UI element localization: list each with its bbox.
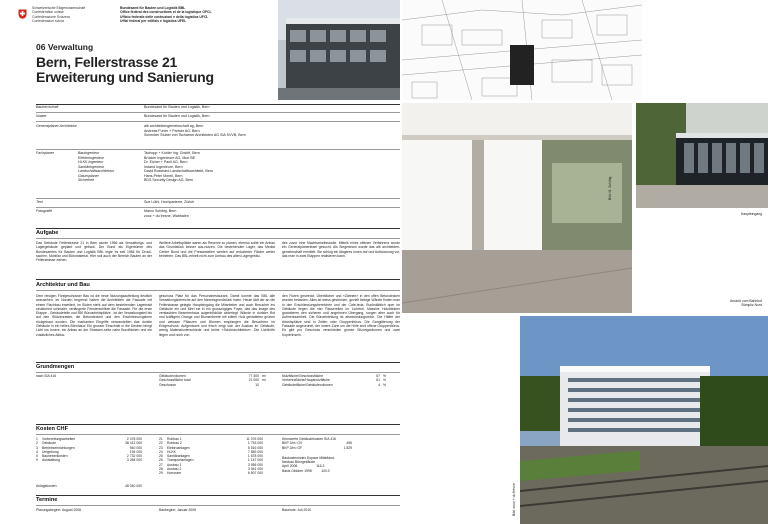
photo-station-view (520, 316, 768, 524)
credit-name: alb architektengemeinschaft ag, Bern Andreas Furrer + Partner AG, Bern Schenker Stuber von Tscharner Architekten AG SIA SVVB, Bern (144, 124, 246, 137)
photo-credit: Bild: M. Schibig (608, 176, 612, 200)
kosten-row: 26 Transportanlagen 1 147 000 (159, 458, 263, 463)
kosten-row: 24 HLKK 7 859 000 (159, 449, 263, 454)
office-names (120, 6, 270, 23)
architektur-col-3: den Fluren gestreckt, Übertlächer und «Zähnen» in den offen Betondecken wurden belassen. Alles ist weiss gestrichen, gezielt farbige Wände finden man in den Erschliessungsbereichen und der Cafe-teria. Buchstäblich quer im Gebäude liegen die vier Passerellen im Lichthof. Massive Holzbänken garantieren den sicheren und angehmen Übergang, sorgen aber auch für Aufmerksamkeit. Die Büroeinteilung ist abwechslungsreich. Die Hälfte der Arbeitsplätze sind in Zellen oder Gruppenbüros. Die Ganglitterung der Fassade angeordnet, der innere Zone um die Höfe sind offene Gruppenbüros. Es gibt pro Geschoss verschieden grosse Sitzungsräumen und zwei Kopierinseln. (282, 294, 400, 337)
kosten-row: 2 Gebäude 38 412 000 (36, 441, 142, 446)
section-heading-kosten: Kosten CHF (36, 426, 69, 432)
credit-row-generalplaner (36, 124, 400, 148)
kosten-row: 27 Ausbau 1 3 955 000 (159, 462, 263, 467)
kosten-total-value: 48 040 000 (125, 484, 142, 488)
kosten-row: 1 Vorbereitungsarbeiten 2 478 000 (36, 437, 142, 441)
architektur-col-2: geschoss Platz für das Personalrestaurant. Damit konnte das BBL alle Verwaltungsbereiche auf den Meeresgrundstück holen. Heute lädt der an die Fellerstrasse gelegte Haupteingang die Mitarbeiter und auch Besucher ins Gebäude ein und führt sie in ein grosszügiges Foyer, das das Image des verstaubten Beamtenbaus augenblicklich widerlegt: Wände in dunkler Rot und kräftigem Orange und Blumenbeete mit edlem Holz gestalteten grünen und weissen Pflanzen und Blumen empfangen die Besuchern im Erdgeschoss. Aufgenäumt und frisch zeigt sich der Ausbau im Gebäude, wenig Materialunterschiede und keine «Schönarchitektur». Die Lichthöfe liegen und noch von (159, 294, 275, 337)
credit-name: Sue Lüthi, Hochparterre, Zürich (144, 200, 195, 204)
kosten-gebaeude (159, 437, 275, 476)
grundmengen-basis: nach SIA 416 (36, 374, 57, 378)
credit-role: Nutzer (36, 114, 47, 118)
grundmengen-ratio: Gebäudefläche/Gebäudevolumen 4 % (282, 382, 387, 387)
credit-name: Marco Schibig, Bern zooz + du fresne, Wabbalen (144, 209, 189, 218)
section-heading-grundmengen: Grundmengen (36, 364, 75, 370)
kosten-total-label: Anlagekosten (36, 484, 57, 488)
credit-role: Fachplaner (36, 151, 54, 155)
kosten-row: 29 Honorare 6 507 000 (159, 471, 263, 476)
confederation-it: Confederazione Svizzera (32, 14, 70, 19)
grundmengen-ratios (282, 374, 400, 387)
photo-interior-atrium (402, 103, 632, 313)
credit-role: Fotografie (36, 209, 53, 213)
section-heading-architektur: Architektur und Bau (36, 282, 90, 288)
credit-row-fachplaner (36, 151, 400, 195)
grundmengen-ratio: Verkehrsfläche/Hauptnutzfläche 61 % (282, 378, 387, 383)
kosten-row: 5 Baunebenkosten 2 732 000 (36, 454, 142, 459)
kosten-bkp (36, 437, 152, 463)
kosten-kennwerte (282, 437, 400, 473)
credit-role: Text (36, 200, 43, 204)
credit-name: Tschopp + Kohler Ing. GmbH, Bern Brücker Ingenieure AG, Muri BE Dr. Eicher + Pauli AG, Bern Indand Ingenieure, Bern David Bosshard Landschaftsarchitekt, Bern Hans-Peter Moreli, Bern BDS Security Design AG, Bern (144, 151, 213, 182)
office-de: Bundesamt für Bauten und Logistik BBL (120, 6, 186, 10)
index-line: Neubau Bürogebäude (282, 460, 316, 465)
photo-main-entrance (636, 103, 768, 208)
title-line-2: Erweiterung und Sanierung (36, 69, 214, 85)
kosten-total (36, 484, 152, 488)
grundmengen-items (159, 374, 277, 387)
title-line-1: Bern, Fellerstrasse 21 (36, 54, 178, 70)
index-line: Baukostenindex Espace Mittelland, (282, 455, 335, 460)
kosten-row: 22 Rohbau 2 1 753 000 (159, 441, 263, 446)
kosten-row: 25 Sanitäranlagen 1 678 000 (159, 454, 263, 459)
kosten-row: 23 Elektroanlagen 5 516 000 (159, 445, 263, 450)
grundmengen-item: Gebäudevolumen 77 400 m³ (159, 374, 266, 378)
office-rm: Uffizi federal per edifizis e logistica UFEL (120, 18, 187, 23)
kennwerte-title: Kennwerte Gebäudekosten SIA 416 (282, 437, 336, 441)
aufgabe-col-1: Das Gebäude Fellerstrasse 21 in Bern wurde 1966 als Verwaltungs- und Lagergebäude geplant und gebaut. Der Bund als Eigentümer des Bundesamtes für Bauten und Logistik BBL legte es seit 1984 für Druck-sachen, Mobiliar und Büromaterial. Hier soll auch der Bereich Bauten an der Fellerstrasse ziehen. (36, 241, 152, 263)
grundmengen-ratio: Nutzfläche/Geschossfläche 57 % (282, 374, 387, 378)
termin-bauende: Bauende: Juli 2010 (282, 508, 312, 512)
index-line: Basis Oktober 1998 100.0 (282, 468, 330, 473)
aufgabe-col-3: des zuvor eine Machbarkeitsstudie. Mittels eines offenen Verfahrens wurde ein Generalplanerteam gesucht. Als Siegerteam wurde das alb architekten-gemeinschaft ermittelt. Sie schlug ein längeres Innen-hof und Aufstockung vor, das man in zwei Etappen realisieren kann. (282, 241, 400, 258)
grundmengen-item: Geschosse 10 (159, 382, 259, 387)
architektur-col-1: Dem riesigen Fünfgeschosser Bau ist die neue Nutzungsaufteilung deutlich anzusehen. Im Norden begrenzt haben die Architekten die Fassade mit einem Flachbau erweitert, im Süden steht auf dem bestehenden Lagertrakt strukturiert schmaler, verlängerte Fensterschlitze die Fassade. Für die erste Etappe - Gebäudeteile und 550 Büroarbeitsplätze - ist der Verwaltungsteil bis auf den Stützenraster, die Betondecken und den Erschliessungskern rückgebaut worden. Die markanten Eingriffe verwandelten das dunkle Gebäude in ein helles Bürohaus: Ein grosser Einschnitt in die Decken bringt Licht ins Innere, ein Anbau an der Strassen-seite nahe Buroflächen und ein zusätzliches Attika- (36, 294, 152, 337)
credit-name: Bundesamt für Bauten und Logistik, Bern (144, 105, 210, 109)
termin-planungsbeginn: Planungsbeginn: August 2006 (36, 508, 82, 512)
swiss-crest-icon (18, 6, 27, 16)
termin-baubeginn: Baubeginn: Januar 2008 (159, 508, 196, 512)
caption-ansicht: Ansicht vom Bahnhof Bümpliz-Nord (729, 299, 762, 308)
kennwert-row: BKP 2/m² GF 1 829 (282, 445, 352, 450)
kosten-row: 4 Umgebung 194 000 (36, 449, 142, 454)
site-map (402, 0, 642, 100)
kennwert-row: BKP 2/m³ GV 496 (282, 441, 352, 446)
kosten-row: 3 Betriebseinrichtungen 940 000 (36, 445, 142, 450)
credit-name: Bundesamt für Bauten und Logistik, Bern (144, 114, 210, 118)
office-fr: Office fédéral des constructions et de la logistique OFCL (120, 10, 212, 15)
photo-building-corner (278, 0, 400, 100)
aufgabe-col-2: Weitere Arbeitsplätze waren als Reserve zu planen, ebenso sollte ein Anbau das Grundstück besser aus-nutzen. Die bestehenden Lager, das Medist Center Bund und die Pressestellen werden auf reduzierter Fläche weiter betrieben. Das BBL erhielt nicht zum Umbau des alten Lagergebäu- (159, 241, 275, 258)
section-heading-termine: Termine (36, 497, 58, 503)
grundmengen-item: Geschossfläche total 21 000 m² (159, 378, 266, 383)
confederation-rm: Confederaziun svizra (32, 18, 64, 23)
office-it: Ufficio federale delle costruzioni e della logistica UFCL (120, 14, 209, 19)
kosten-row: 28 Ausbau 2 3 941 000 (159, 467, 263, 472)
page-title (36, 55, 214, 85)
kosten-row: 9 Ausstattung 3 284 000 (36, 458, 142, 463)
credit-role: Bauherrschaft (36, 105, 59, 109)
confederation-fr: Confédération suisse (32, 10, 64, 15)
credit-sub-roles: Bauingenieur Elektroingenieur HLKK Ingenieur Sanitäringenieur Landschaftsarchitektur Gastroplaner Sicherheit (78, 151, 115, 182)
caption-haupteingang: Haupteingang (740, 212, 762, 216)
category-label: 06 Verwaltung (36, 42, 94, 52)
section-heading-aufgabe: Aufgabe (36, 230, 59, 236)
confederation-de: Schweizerische Eidgenossenschaft (32, 6, 86, 10)
kosten-row: 21 Rohbau 1 11 076 000 (159, 437, 263, 441)
index-line: April 2006 116.3 (282, 464, 325, 469)
confederation-names (32, 6, 112, 23)
photo-credit-2: Bild: zooz + du fresne (512, 483, 516, 516)
credit-role: Generalplaner Architektur (36, 124, 77, 128)
